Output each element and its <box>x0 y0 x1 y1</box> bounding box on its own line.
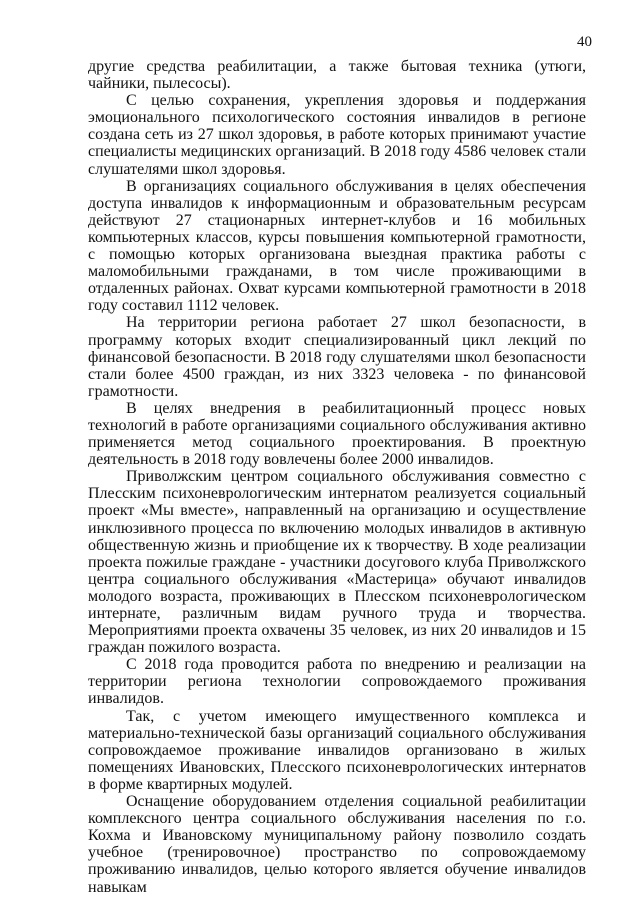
paragraph-health-schools: С целью сохранения, укрепления здоровья и поддержания эмоционального психологического состояния инвалидов в регионе создана сеть из 27 школ здоровья, в работе которых принимают участие специалисты медицинских организаций. В 2018 году 4586 человек стали слушателями школ здоровья. <box>88 92 586 178</box>
paragraph-apartment-modules: Так, с учетом имеющего имущественного комплекса и материально-технической базы организаций социального обслуживания сопровождаемое проживание инвалидов организовано в жилых помещениях Ивановских, Плесского психоневрологических интернатов в форме квартирных модулей. <box>88 707 586 793</box>
page-number: 40 <box>577 34 592 50</box>
paragraph-social-design: В целях внедрения в реабилитационный процесс новых технологий в работе организациями социального обслуживания активно применяется метод социального проектирования. В проектную деятельность в 2018 году вовлечены более 2000 инвалидов. <box>88 399 586 469</box>
paragraph-training-space: Оснащение оборудованием отделения социальной реабилитации комплексного центра социального обслуживания населения по г.о. Кохма и Ивановскому муниципальному району позволило создать учебное (тренировочное) пространство по сопровождаемому проживанию инвалидов, целью которого является обучение инвалидов навыкам <box>88 793 586 896</box>
paragraph-project-together: Приволжским центром социального обслуживания совместно с Плесским психоневрологическим интернатом реализуется социальный проект «Мы вместе», направленный на организацию и осуществление инклюзивного процесса по включению молодых инвалидов в активную общественную жизнь и приобщение их к творчеству. В ходе реализации проекта пожилые граждане - участники досугового клуба Приволжского центра социального обслуживания «Мастерица» обучают инвалидов молодого возраста, проживающих в Плесском психоневрологическом интернате, различным видам ручного труда и творчества. Мероприятиями проекта охвачены 35 человек, из них 20 инвалидов и 15 граждан пожилого возраста. <box>88 468 586 657</box>
paragraph-safety-schools: На территории региона работает 27 школ безопасности, в программу которых входит специализированный цикл лекций по финансовой безопасности. В 2018 году слушателями школ безопасности стали более 4500 граждан, из них 3323 человека - по финансовой грамотности. <box>88 314 586 400</box>
paragraph-supported-living: С 2018 года проводится работа по внедрению и реализации на территории региона технологии сопровождаемого проживания инвалидов. <box>88 656 586 708</box>
paragraph-continuation: другие средства реабилитации, а также бытовая техника (утюги, чайники, пылесосы). <box>88 58 586 93</box>
body-text <box>88 58 586 896</box>
paragraph-internet-clubs: В организациях социального обслуживания в целях обеспечения доступа инвалидов к информационным и образовательным ресурсам действуют 27 стационарных интернет-клубов и 16 мобильных компьютерных классов, курсы повышения компьютерной грамотности, с помощью которых организована выездная практика работы с маломобильными гражданами, в том числе проживающими в отдаленных районах. Охват курсами компьютерной грамотности в 2018 году составил 1112 человек. <box>88 177 586 315</box>
